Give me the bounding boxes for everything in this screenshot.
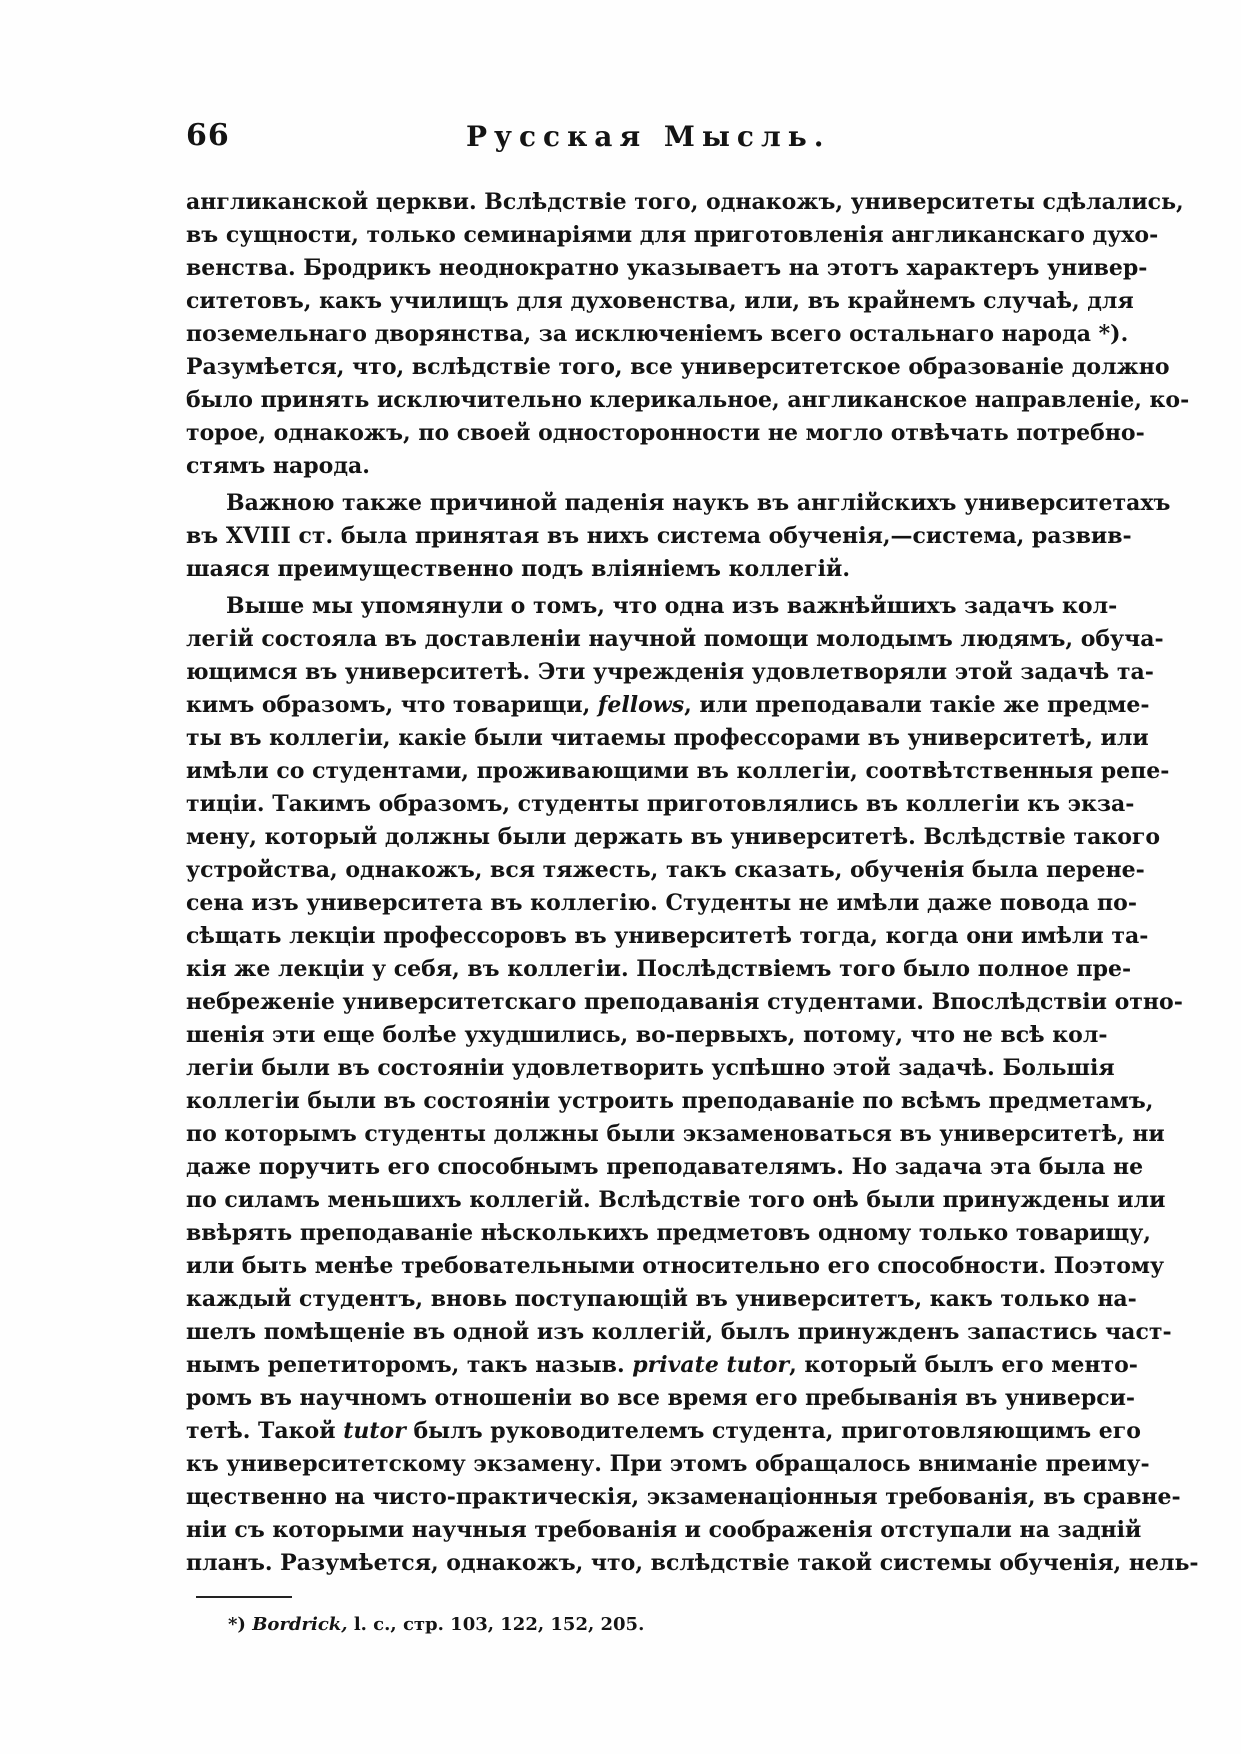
text-line: шелъ помѣщеніе въ одной изъ коллегій, былъ принужденъ запастись част-	[186, 1319, 1172, 1345]
text-line: кія же лекціи у себя, въ коллегіи. Послѣдствіемъ того было полное пре-	[186, 956, 1132, 982]
running-head-title: Русская Мысль.	[466, 120, 831, 153]
text-line: ты въ коллегіи, какіе были читаемы профессорами въ университетѣ, или	[186, 725, 1149, 751]
text-line: устройства, однакожъ, вся тяжесть, такъ сказать, обученія была перене-	[186, 857, 1145, 883]
text-line	[186, 1349, 1138, 1382]
text-line: шенія эти еще болѣе ухудшились, во-первыхъ, потому, что не всѣ кол-	[186, 1022, 1108, 1048]
text-line: щественно на чисто-практическія, экзаменаціонныя требованія, въ сравне-	[186, 1484, 1181, 1510]
text-line: ющимся въ университетѣ. Эти учрежденія удовлетворяли этой задачѣ та-	[186, 659, 1154, 685]
text-line: небреженіе университетскаго преподаванія студентами. Впослѣдствіи отно-	[186, 989, 1183, 1015]
text-segment: былъ руководителемъ студента, приготовляющимъ его	[413, 1418, 1141, 1444]
text-line: въ XVIII ст. была принятая въ нихъ система обученія,—система, развив-	[186, 523, 1132, 549]
text-line: тиціи. Такимъ образомъ, студенты приготовлялись въ коллегіи къ экза-	[186, 791, 1135, 817]
text-line: имѣли со студентами, проживающими въ коллегіи, соотвѣтственныя репе-	[186, 758, 1170, 784]
body-text	[186, 186, 1199, 1580]
footnote-divider	[196, 1596, 292, 1598]
text-line: ввѣрять преподаваніе нѣсколькихъ предметовъ одному только товарищу,	[186, 1220, 1151, 1246]
text-line: Разумѣется, что, вслѣдствіе того, все университетское образованіе должно	[186, 354, 1170, 380]
text-line: торое, однакожъ, по своей односторонности не могло отвѣчать потребно-	[186, 420, 1145, 446]
text-line: стямъ народа.	[186, 453, 370, 479]
text-line	[186, 1415, 1141, 1448]
text-line: англиканской церкви. Вслѣдствіе того, однакожъ, университеты сдѣлались,	[186, 189, 1184, 215]
paragraph-1	[186, 186, 1190, 483]
text-line: ніи съ которыми научныя требованія и соображенія отступали на задній	[186, 1517, 1142, 1543]
text-line: венства. Бродрикъ неоднократно указываетъ на этотъ характеръ универ-	[186, 255, 1148, 281]
text-segment: , который былъ его менто-	[789, 1352, 1138, 1378]
text-line: мену, который должны были держать въ университетѣ. Вслѣдствіе такого	[186, 824, 1161, 850]
text-line	[186, 689, 1150, 722]
text-line: поземельнаго дворянства, за исключеніемъ всего остальнаго народа *).	[186, 321, 1129, 347]
footnote-author: Bordrick,	[252, 1614, 348, 1635]
text-line: Выше мы упомянули о томъ, что одна изъ важнѣйшихъ задачъ кол-	[226, 593, 1118, 619]
text-line: или быть менѣе требовательными относительно его способности. Поэтому	[186, 1253, 1165, 1279]
text-line: планъ. Разумѣется, однакожъ, что, вслѣдствіе такой системы обученія, нель-	[186, 1550, 1199, 1576]
text-line: даже поручить его способнымъ преподавателямъ. Но задача эта была не	[186, 1154, 1144, 1180]
term-private-tutor: private tutor	[632, 1352, 790, 1378]
text-line: въ сущности, только семинаріями для приготовленія англиканскаго духо-	[186, 222, 1159, 248]
paragraph-2	[186, 487, 1171, 586]
page-number: 66	[186, 118, 230, 153]
footnote	[228, 1614, 644, 1635]
footnote-marker: *)	[228, 1614, 246, 1635]
text-line: каждый студентъ, вновь поступающій въ университетъ, какъ только на-	[186, 1286, 1137, 1312]
text-segment: нымъ репетиторомъ, такъ назыв.	[186, 1352, 625, 1378]
text-line: по силамъ меньшихъ коллегій. Вслѣдствіе того онѣ были принуждены или	[186, 1187, 1166, 1213]
text-line: сѣщать лекціи профессоровъ въ университетѣ тогда, когда они имѣли та-	[186, 923, 1149, 949]
text-line: было принять исключительно клерикальное, англиканское направленіе, ко-	[186, 387, 1190, 413]
term-fellows: fellows	[597, 692, 685, 718]
paragraph-3	[186, 590, 1199, 1580]
term-tutor: tutor	[343, 1418, 406, 1444]
footnote-citation: l. c., стр. 103, 122, 152, 205.	[353, 1614, 645, 1635]
text-line: легій состояла въ доставленіи научной помощи молодымъ людямъ, обуча-	[186, 626, 1164, 652]
text-line: ромъ въ научномъ отношеніи во все время его пребыванія въ универси-	[186, 1385, 1136, 1411]
text-line: шаяся преимущественно подъ вліяніемъ коллегій.	[186, 556, 850, 582]
text-line: по которымъ студенты должны были экзаменоваться въ университетѣ, ни	[186, 1121, 1165, 1147]
text-line: къ университетскому экзамену. При этомъ обращалось вниманіе преиму-	[186, 1451, 1150, 1477]
text-segment: тетѣ. Такой	[186, 1418, 336, 1444]
text-line: Важною также причиной паденія наукъ въ англійскихъ университетахъ	[226, 490, 1171, 516]
text-line: сена изъ университета въ коллегію. Студенты не имѣли даже повода по-	[186, 890, 1137, 916]
text-line: легіи были въ состояніи удовлетворить успѣшно этой задачѣ. Большія	[186, 1055, 1115, 1081]
text-line: коллегіи были въ состояніи устроить преподаваніе по всѣмъ предметамъ,	[186, 1088, 1154, 1114]
text-segment: кимъ образомъ, что товарищи,	[186, 692, 591, 718]
text-line: ситетовъ, какъ училищъ для духовенства, или, въ крайнемъ случаѣ, для	[186, 288, 1134, 314]
text-segment: , или преподавали такіе же предме-	[684, 692, 1150, 718]
